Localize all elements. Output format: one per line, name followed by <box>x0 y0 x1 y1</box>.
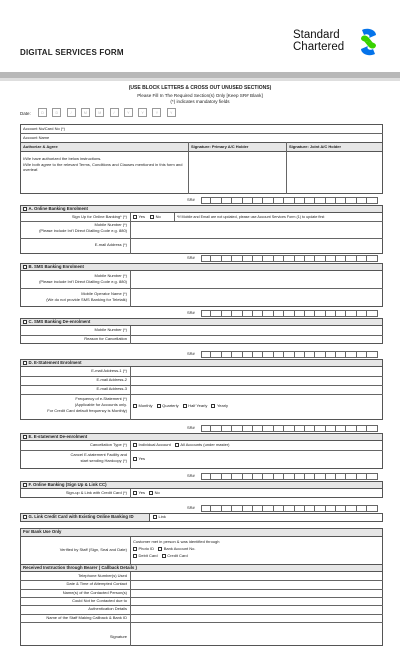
sms-mobile-label: Mobile Number (*) <box>94 273 127 278</box>
sr-label: SR# <box>187 425 195 430</box>
callback-row-label: Telephone Number(s) Used <box>78 573 127 578</box>
brand-name <box>293 29 344 53</box>
date-cell[interactable]: / <box>110 108 119 117</box>
cancel-all-checkbox[interactable] <box>175 443 179 447</box>
form-title: DIGITAL SERVICES FORM <box>20 48 124 57</box>
callback-row-label: Name of the Staff Making Callback & Bank ID <box>46 614 127 620</box>
cancel-individual-checkbox[interactable] <box>133 443 137 447</box>
auth-text-1: I/We have authorized the below instructions. <box>23 156 102 161</box>
auth-text-2: I/We both agree to the relevant Terms, Conditions and Clauses mentioned in this form and overleaf. <box>23 162 183 172</box>
date-cell[interactable]: M <box>81 108 90 117</box>
brand-line-1: Standard <box>293 29 340 41</box>
signature-label: Signature <box>109 634 127 639</box>
sms-operator-hint: (We do not provide SMS Banking for Teletalk) <box>46 297 127 302</box>
sr-label: SR# <box>187 505 195 510</box>
estmt-email2-label: E-mail Address-2 <box>96 377 127 382</box>
instruction-line-2: Please Fill In The Required Section(s) Only [Keep SR# Blank] <box>137 93 263 98</box>
signature-joint-label: Signature: Joint A/C Holder <box>289 144 342 149</box>
cancel-individual-label: Individual Account <box>138 442 171 448</box>
date-cell[interactable]: Y <box>152 108 161 117</box>
account-no-label: Account No/Card No (*) <box>23 126 66 131</box>
debit-card-label: Debit Card <box>138 553 158 559</box>
freq-monthly-label: Monthly <box>138 403 153 409</box>
sr-cells <box>201 505 378 512</box>
header-band-light <box>0 78 400 81</box>
link-cc-no-label: No <box>154 490 160 496</box>
photo-id-checkbox[interactable] <box>133 547 137 551</box>
signature-primary-label: Signature: Primary A/C Holder <box>191 144 249 149</box>
section-b-checkbox[interactable] <box>23 265 27 269</box>
date-cell[interactable]: Y <box>138 108 147 117</box>
estmt-frequency-hint-1: (Applicable for Accounts only. <box>74 402 127 407</box>
verified-by-label: Verified by Staff (Sign, Seal and Date) <box>59 547 127 552</box>
link-label: Link <box>158 514 166 520</box>
section-e-title: E. E-statement De-enrolment <box>28 434 88 440</box>
date-cell[interactable]: Y <box>124 108 133 117</box>
sr-cells <box>201 197 378 204</box>
date-cell[interactable]: M <box>95 108 104 117</box>
callback-row-label: Name(s) of the Contacted Person(s) <box>62 589 127 595</box>
callback-row-divider <box>20 605 383 606</box>
freq-quarterly-label: Quarterly <box>162 403 179 409</box>
photo-id-label: Photo ID <box>138 546 155 552</box>
callback-row-label: Authentication Details <box>88 606 127 612</box>
section-f-title: F. Online Banking (Sign Up & Link CC) <box>28 482 107 488</box>
met-in-person-label: Customer met in person & was identified through <box>133 539 220 544</box>
online-signup-no-checkbox[interactable] <box>150 215 154 219</box>
online-mobile-hint: (Please include Int'l Direct Dialling Code e.g. 880) <box>39 228 127 233</box>
freq-half-yearly-label: Half Yearly <box>188 403 208 409</box>
estmt-email3-label: E-mail Address-3 <box>96 386 127 391</box>
section-c-title: C. SMS Banking De-enrolment <box>28 319 91 325</box>
section-a-checkbox[interactable] <box>23 207 27 211</box>
instruction-line-3: (*) indicates mandatory fields <box>170 99 230 104</box>
freq-quarterly-checkbox[interactable] <box>157 404 161 408</box>
sr-label: SR# <box>187 255 195 260</box>
sr-cells <box>201 351 378 358</box>
section-b-title: B. SMS Banking Enrolment <box>28 264 84 270</box>
link-cc-signup-label: Sign-up & Link with Credit Card (*) <box>65 490 127 495</box>
credit-card-checkbox[interactable] <box>162 554 166 558</box>
section-a-title: A. Online Banking Enrolment <box>28 206 88 212</box>
estmt-frequency-hint-2: For Credit Card default frequency is Monthly) <box>47 408 127 413</box>
estmt-cancel-facility-label-2: start sending Hardcopy (*) <box>80 458 127 463</box>
sr-cells <box>201 255 378 262</box>
callback-row-label: Date & Time of Attempted Contact <box>66 581 127 587</box>
online-signup-label: Sign Up for Online Banking* (*) <box>71 214 127 219</box>
credit-card-label: Credit Card <box>167 553 188 559</box>
sr-cells <box>201 310 378 317</box>
cancel-facility-yes-label: Yes <box>138 456 146 462</box>
sr-label: SR# <box>187 351 195 356</box>
date-cell[interactable]: D <box>52 108 61 117</box>
sr-label: SR# <box>187 473 195 478</box>
link-checkbox[interactable] <box>153 515 157 519</box>
cancel-all-label: All Accounts (under master) <box>180 442 230 448</box>
section-c-checkbox[interactable] <box>23 320 27 324</box>
standard-chartered-logo-icon <box>358 27 380 57</box>
estmt-email1-label: E-mail Address-1 (*) <box>91 368 127 373</box>
section-e-checkbox[interactable] <box>23 435 27 439</box>
link-cc-yes-checkbox[interactable] <box>133 491 137 495</box>
link-cc-no-checkbox[interactable] <box>149 491 153 495</box>
freq-yearly-label: Yearly <box>216 403 228 409</box>
estmt-frequency-label: Frequency of e-Statement (*) <box>75 396 127 401</box>
account-name-label: Account Name <box>23 135 50 140</box>
estmt-cancel-type-label: Cancellation Type (*) <box>89 442 127 447</box>
authorize-label: Authorize & Agree <box>23 144 58 149</box>
freq-monthly-checkbox[interactable] <box>133 404 137 408</box>
sr-label: SR# <box>187 310 195 315</box>
instruction-line-1: (USE BLOCK LETTERS & CROSS OUT UNUSED SECTIONS) <box>128 85 272 91</box>
link-cc-yes-label: Yes <box>138 490 146 496</box>
date-cell[interactable]: Y <box>167 108 176 117</box>
sr-label: SR# <box>187 197 195 202</box>
online-signup-yes-label: Yes <box>138 214 146 220</box>
sms-deenrol-reason-label: Reason for Cancellation <box>84 336 127 341</box>
bank-account-label: Bank Account No. <box>163 546 196 552</box>
callback-title: Received Instruction through Bearer ( Callback Details ) <box>23 565 137 570</box>
brand-line-2: Chartered <box>293 41 345 53</box>
section-g-checkbox[interactable] <box>23 515 27 519</box>
section-g-title: G. Link Credit Card with Existing Online Banking ID <box>28 514 134 520</box>
freq-half-yearly-checkbox[interactable] <box>183 404 187 408</box>
date-label: Date: <box>20 111 31 116</box>
online-mobile-label: Mobile Number (*) <box>94 222 127 227</box>
sr-cells <box>201 425 378 432</box>
bank-account-checkbox[interactable] <box>158 547 162 551</box>
bank-use-header <box>20 528 383 537</box>
freq-yearly-checkbox[interactable] <box>211 404 215 408</box>
section-d-checkbox[interactable] <box>23 361 27 365</box>
debit-card-checkbox[interactable] <box>133 554 137 558</box>
callback-row-label: Could Not be Contacted due to <box>72 597 127 603</box>
date-cell[interactable]: / <box>67 108 76 117</box>
online-signup-yes-checkbox[interactable] <box>133 215 137 219</box>
sms-deenrol-mobile-label: Mobile Number (*) <box>94 327 127 332</box>
sms-mobile-hint: (Please include Int'l Direct Dialling Code e.g. 880) <box>39 279 127 284</box>
sms-operator-label: Mobile Operator Name (*) <box>81 291 127 296</box>
date-cell[interactable]: D <box>38 108 47 117</box>
online-signup-note: *If Mobile and Email are not updated, please use Account Services Form (1) to update first <box>177 215 325 219</box>
estmt-cancel-facility-label-1: Cancel E-statement Facility and <box>70 452 127 457</box>
bank-use-title: For Bank Use Only <box>23 529 62 534</box>
bank-use-block <box>20 528 383 646</box>
sr-cells <box>201 473 378 480</box>
section-f-checkbox[interactable] <box>23 483 27 487</box>
callback-row-divider <box>20 622 383 623</box>
online-email-label: E-mail Address (*) <box>94 242 127 247</box>
cancel-facility-yes-checkbox[interactable] <box>133 457 137 461</box>
online-signup-no-label: No <box>155 214 161 220</box>
section-d-title: D. E-Statement Enrolment <box>28 360 82 366</box>
